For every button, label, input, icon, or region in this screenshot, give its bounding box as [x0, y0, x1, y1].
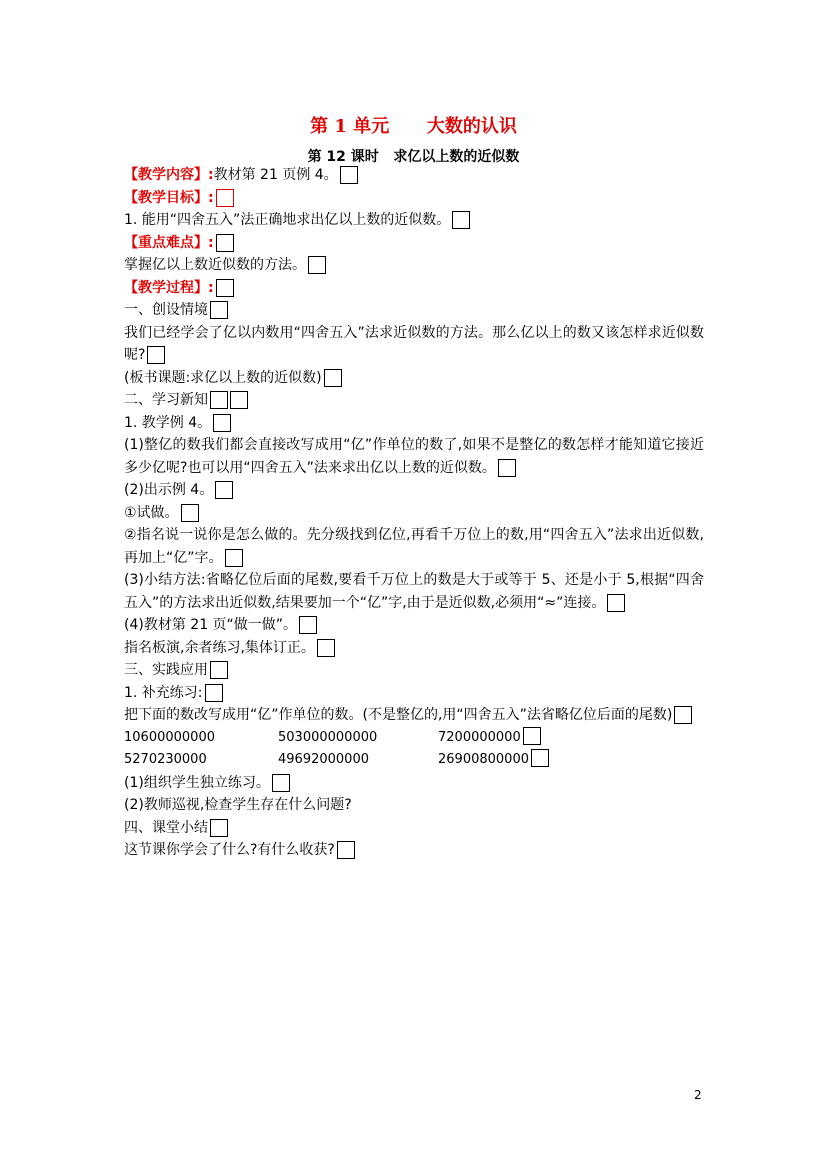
checkbox[interactable] [452, 211, 470, 229]
paragraph: 把下面的数改写成用“亿”作单位的数。(不是整亿的,用“四舍五入”法省略亿位后面的尾数) [124, 707, 673, 723]
paragraph: (3)小结方法:省略亿位后面的尾数,要看千万位上的数是大于或等于 5、还是小于 5,根据“四舍五入”的方法求出近似数,结果要加一个“亿”字,由于是近似数,必须用“≈”连接。 [124, 572, 704, 611]
goal-item: 1. 能用“四舍五入”法正确地求出亿以上数的近似数。 [124, 212, 451, 228]
lesson-body [124, 164, 704, 862]
number-cell: 26900800000 [438, 752, 529, 767]
checkbox[interactable] [147, 346, 165, 364]
checkbox[interactable] [299, 616, 317, 634]
paragraph: ②指名说一说你是怎么做的。先分级找到亿位,再看千万位上的数,用“四舍五入”法求出近似数,再加上“亿”字。 [124, 527, 704, 566]
number-cell: 5270230000 [124, 752, 207, 767]
checkbox[interactable] [531, 749, 549, 767]
paragraph: 我们已经学会了亿以内数用“四舍五入”法求近似数的方法。那么亿以上的数又该怎样求近似数呢? [124, 324, 704, 363]
checkbox[interactable] [337, 841, 355, 859]
process-label: 【教学过程】: [124, 279, 214, 296]
checkbox[interactable] [181, 504, 199, 522]
number-row [124, 749, 704, 772]
checkbox[interactable] [340, 166, 358, 184]
number-cell: 7200000000 [438, 729, 521, 745]
checkbox[interactable] [215, 481, 233, 499]
paragraph: (2)出示例 4。 [124, 482, 214, 498]
paragraph: (1)组织学生独立练习。 [124, 774, 270, 791]
section-heading: 二、学习新知 [124, 392, 208, 408]
checkbox[interactable] [225, 549, 243, 567]
unit-title: 第 1 单元 大数的认识 [310, 116, 517, 137]
checkbox[interactable] [210, 819, 228, 837]
goal-label: 【教学目标】: [124, 189, 214, 206]
key-label: 【重点难点】: [124, 234, 214, 251]
board-title: (板书课题:求亿以上数的近似数) [124, 369, 322, 386]
checkbox[interactable] [674, 706, 692, 724]
checkbox[interactable] [216, 279, 234, 297]
checkbox[interactable] [324, 369, 342, 387]
paragraph: ①试做。 [124, 504, 179, 521]
checkbox[interactable] [205, 684, 223, 702]
key-text: 掌握亿以上数近似数的方法。 [124, 257, 306, 273]
checkbox[interactable] [210, 301, 228, 319]
checkbox[interactable] [498, 459, 516, 477]
checkbox[interactable] [213, 414, 231, 432]
paragraph: (4)教材第 21 页“做一做”。 [124, 617, 298, 633]
content-text: 教材第 21 页例 4。 [213, 167, 338, 183]
content-label: 【教学内容】: [124, 167, 214, 183]
paragraph: (2)教师巡视,检查学生存在什么问题? [124, 797, 352, 813]
number-cell: 10600000000 [124, 729, 215, 745]
checkbox[interactable] [210, 661, 228, 679]
number-cell: 49692000000 [278, 752, 369, 767]
checkbox[interactable] [216, 189, 234, 207]
checkbox[interactable] [607, 594, 625, 612]
checkbox[interactable] [308, 256, 326, 274]
list-item: 1. 补充练习: [124, 684, 203, 701]
checkbox[interactable] [210, 391, 228, 409]
checkbox[interactable] [317, 639, 335, 657]
section-heading: 三、实践应用 [124, 662, 208, 678]
page-number: 2 [694, 1088, 702, 1102]
number-row [124, 727, 704, 750]
paragraph: (1)整亿的数我们都会直接改写成用“亿”作单位的数了,如果不是整亿的数怎样才能知道它接近多少亿呢?也可以用“四舍五入”法来求出亿以上数的近似数。 [124, 437, 704, 476]
paragraph: 指名板演,余者练习,集体订正。 [124, 639, 315, 656]
checkbox[interactable] [272, 774, 290, 792]
section-heading: 一、创设情境 [124, 302, 208, 318]
lesson-title: 第 12 课时 求亿以上数的近似数 [307, 149, 520, 165]
section-heading: 四、课堂小结 [124, 819, 208, 836]
list-item: 1. 教学例 4。 [124, 414, 212, 431]
number-cell: 503000000000 [278, 729, 378, 745]
checkbox[interactable] [216, 234, 234, 252]
paragraph: 这节课你学会了什么?有什么收获? [124, 842, 335, 858]
checkbox[interactable] [523, 727, 541, 745]
checkbox[interactable] [230, 391, 248, 409]
